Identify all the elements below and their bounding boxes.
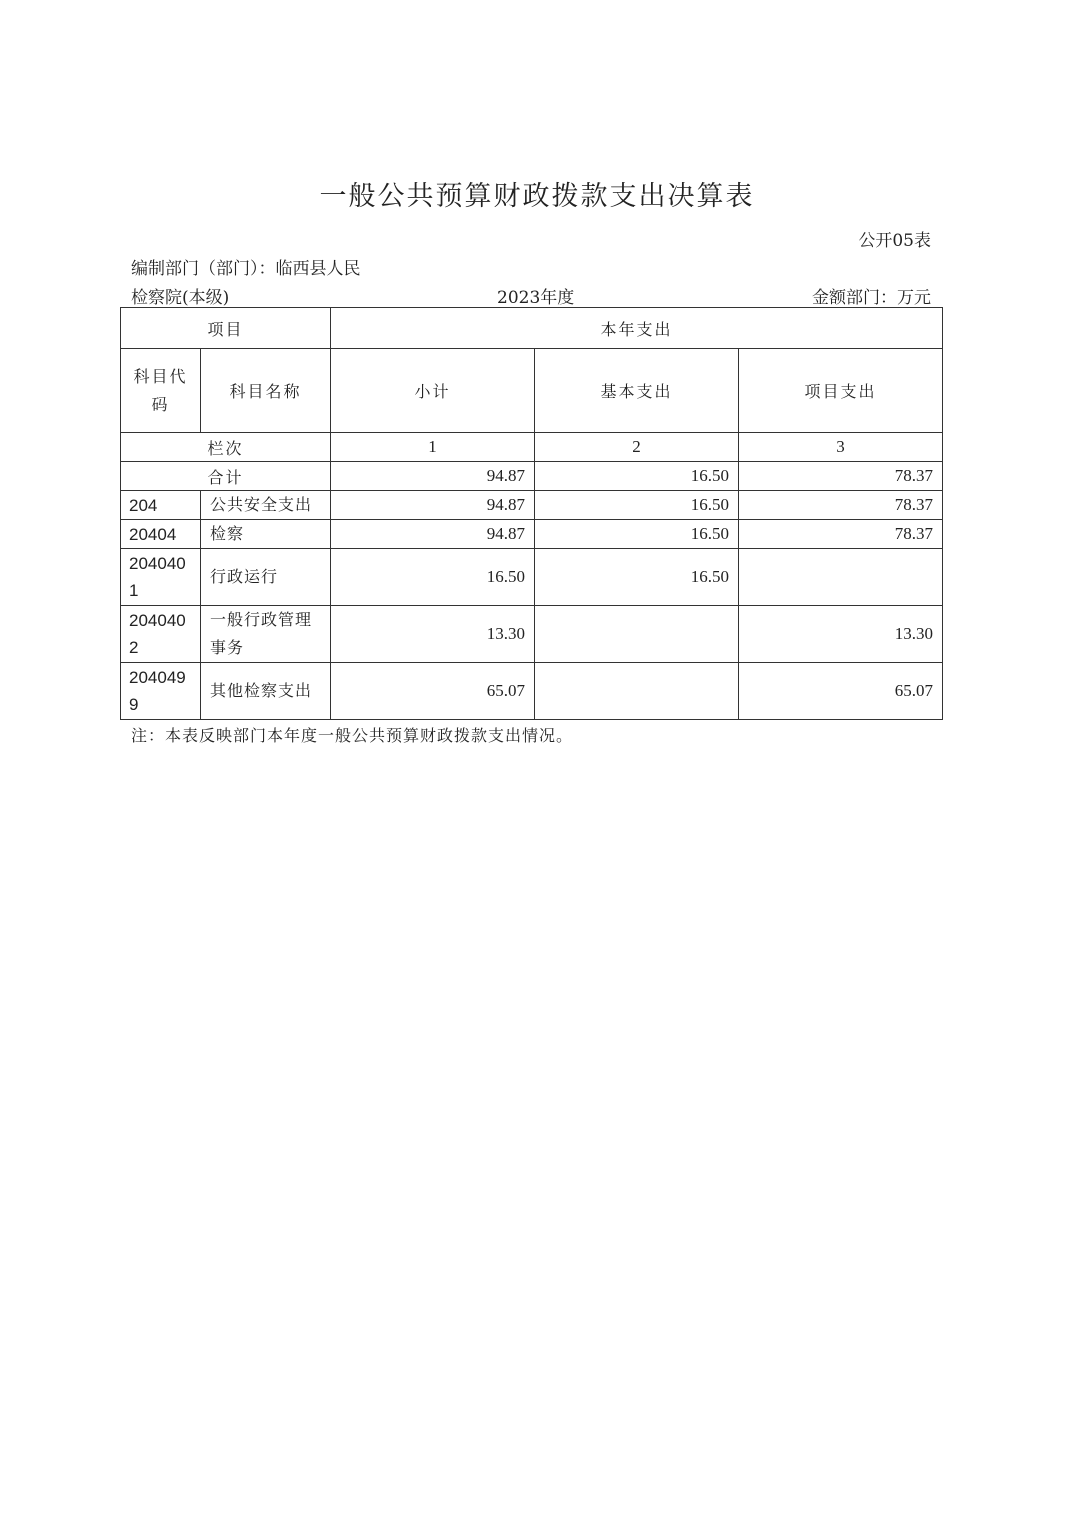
header-row-columns	[121, 349, 943, 433]
total-row	[121, 462, 943, 491]
page-title: 一般公共预算财政拨款支出决算表	[319, 181, 755, 212]
org-label-line2: 检察院(本级)	[131, 288, 230, 308]
row-basic	[535, 663, 739, 720]
row-project: 13.30	[739, 606, 943, 663]
row-project: 65.07	[739, 663, 943, 720]
row-name: 一般行政管理事务	[201, 606, 331, 663]
row-code: 20404	[121, 520, 201, 549]
row-code: 204	[121, 491, 201, 520]
form-number: 公开05表	[858, 231, 931, 251]
org-label-line1: 编制部门（部门）：临西县人民	[131, 259, 361, 279]
col-header-project: 项目支出	[739, 349, 943, 433]
row-project: 78.37	[739, 491, 943, 520]
col-header-code: 科目代码	[121, 349, 201, 433]
col-header-name: 科目名称	[201, 349, 331, 433]
header-row-top	[121, 308, 943, 349]
row-index-label: 栏次	[121, 433, 331, 462]
row-basic: 16.50	[535, 549, 739, 606]
total-basic: 16.50	[535, 462, 739, 491]
row-name: 检察	[201, 520, 331, 549]
row-code: 2040401	[121, 549, 201, 606]
row-subtotal: 94.87	[331, 491, 535, 520]
col-header-basic: 基本支出	[535, 349, 739, 433]
header-item: 项目	[121, 308, 331, 349]
table-row	[121, 606, 943, 663]
total-project: 78.37	[739, 462, 943, 491]
col-index-3: 3	[739, 433, 943, 462]
row-code: 2040499	[121, 663, 201, 720]
table-row	[121, 549, 943, 606]
table-row	[121, 663, 943, 720]
row-project	[739, 549, 943, 606]
row-subtotal: 16.50	[331, 549, 535, 606]
row-project: 78.37	[739, 520, 943, 549]
row-name: 行政运行	[201, 549, 331, 606]
row-basic: 16.50	[535, 491, 739, 520]
col-index-1: 1	[331, 433, 535, 462]
col-header-subtotal: 小计	[331, 349, 535, 433]
row-basic	[535, 606, 739, 663]
total-label: 合计	[121, 462, 331, 491]
table-note: 注：本表反映部门本年度一般公共预算财政拨款支出情况。	[131, 726, 574, 745]
row-subtotal: 94.87	[331, 520, 535, 549]
row-basic: 16.50	[535, 520, 739, 549]
budget-table	[120, 307, 943, 720]
table-row	[121, 520, 943, 549]
col-index-2: 2	[535, 433, 739, 462]
header-current-year-expense: 本年支出	[331, 308, 943, 349]
row-subtotal: 13.30	[331, 606, 535, 663]
amount-unit: 金额部门：万元	[812, 288, 931, 308]
table-row	[121, 491, 943, 520]
fiscal-year: 2023年度	[497, 288, 575, 308]
row-name: 公共安全支出	[201, 491, 331, 520]
row-code: 2040402	[121, 606, 201, 663]
index-row	[121, 433, 943, 462]
row-subtotal: 65.07	[331, 663, 535, 720]
row-name: 其他检察支出	[201, 663, 331, 720]
total-subtotal: 94.87	[331, 462, 535, 491]
